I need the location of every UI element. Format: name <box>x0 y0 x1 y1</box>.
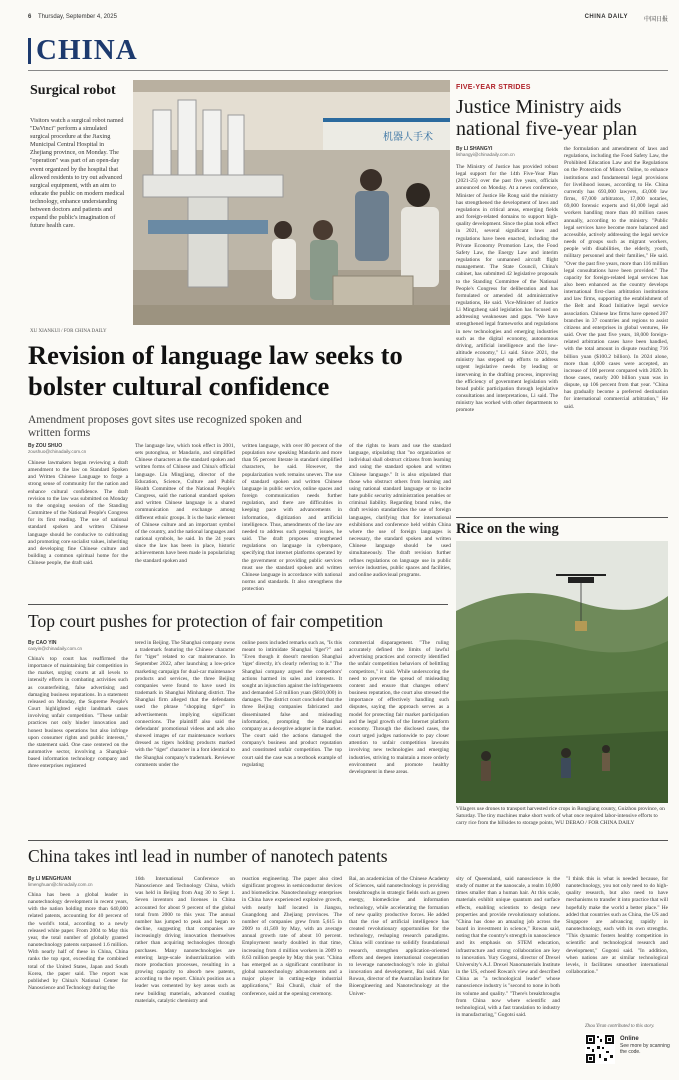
language-law-column-4: of the rights to learn and use the standard language, stipulating that "no organization or individual shall obstruct citizens from learning and using the standard spoken and written Chinese language." It is also stipulated that those who obstruct others from learning and using national standard language or to incite hate public security administration penalties or criminal liability. Regarding brand rules, the draft revision standardizes the use of foreign languages, clarifying that for international exhibitions and conference held within China where the use of foreign languages is necessary, the standard spoken and written Chinese language should be used simultaneously. The draft revision further refines regulations on language use in public service industries, public spaces and facilities, and online audiovisual programs. <box>349 443 451 578</box>
nanotech-contributor-credit: Zhou Yiran contributed to this story. <box>585 1024 655 1029</box>
justice-column-1: The Ministry of Justice has provided robust legal support for the 14th Five-Year Plan (2021-25) over the past five years, officials announced on Monday. At a news conference, Minister of Justice He Rong said the ministry has strengthened the development of laws and regulations in critical areas, emerging fields and foreign-related domains to support high-quality development. Since the plan took effect in 2021, several significant laws and regulations have been enacted, including the Private Economy Promotion Law, the Food Safety Law, the Energy Law and interim regulations for unmanned aircraft flight management. The State Council, China's cabinet, has submitted 42 legislative proposals to the Standing Committee of the National People's Congress for deliberation and has formulated or amended 44 administrative regulations, He said. Vice-Minister of Justice Li Mingzheng said legislation has focused on addressing weaknesses and gaps. "We have strengthened legal frameworks and regulations in new technologies and emerging industries such as the digital economy, autonomous driving, artificial intelligence and the low-altitude economy," Li said. Since 2021, the ministry has stepped up efforts to address urgent legislative needs by leading or intervening in the drafting process, improving the efficiency of government legislation with broad public participation through legislative consultations and interpretations, Li said. The ministry has worked with other departments to promote <box>456 164 558 414</box>
rice-caption: Villagers use drones to transport harvested rice crops in Rongjiang county, Guizhou province, on Saturday. The tiny machines make short work of what once required labor-intensive efforts to carry rice from the hillsides to storage points, WU DEBAO / FOR CHINA DAILY <box>456 806 665 826</box>
nanotech-column-4: Bai, an academician of the Chinese Academy of Sciences, said nanotechnology is providing breakthroughs in strategic fields such as green energy, biomedicine and information technology, while accelerating the formation of new quality productive forces. He added that the rise of artificial intelligence has created revolutionary opportunities for the technology, reshaping research paradigms. China will continue to solidify foundational research, strengthen application-oriented efforts and deepen international cooperation to leverage nanotechnology's role in global innovation and development, Bai said. Alan Rowan, director of the Australian Institute for Bioengineering and Nanotechnology at the Univer- <box>349 876 449 997</box>
language-law-email: zoushuo@chinadaily.com.cn <box>28 449 87 454</box>
top-court-column-3: online posts included remarks such as, "Is this meant to intimidate Shanghai 'tiger'?" and "Even though it doesn't mention Shanghai 'tiger' directly, it's clearly referring to it." The Shanghai company argued the competitors' actions harmed its sales and interests. It sought an injunction against the infringements and demanded 5.8 million yuan ($810,000) in damages. The district court concluded that the three Beijing companies fabricated and disseminated false and misleading information, prompting the Shanghai company as a deceptive adopter in the market. The court said the actions damaged the company's business and product reputation and constituted unfair competition. The top court said the case was a textbook example of regulating <box>242 640 342 768</box>
rice-drone-photo <box>456 541 668 803</box>
nanotech-byline-block <box>28 876 128 887</box>
surgical-robot-credit: XU XIANKUI / FOR CHINA DAILY <box>30 329 107 334</box>
top-court-headline: Top court pushes for protection of fair competition <box>28 611 383 631</box>
nanotech-column-5: sity of Queensland, said nanoscience is the study of matter at the nanoscale, a realm 10,000 times smaller than a human hair. At this scale, materials exhibit unique quantum and surface effects, enabling scientists to design new properties and provide revolutionary solutions. "China has done an amazing job across the board in investment in science," Rowan said, noting that the country's strength in nanoscience and its emphasis on STEM education, infrastructure and strong collaboration are key to innovation. Yury Gogotsi, director of Drexel University's A.J. Drexel Nanomaterials Institute in the US, echoed Rowan's view and described China as "a technological leader" whose nanoscience industry is "second to none in both its volume and quality." "There's breakthroughs from China now where scientific and technological, with a fast translation to industry in manufacturing," Gogotsi said. <box>456 876 560 1018</box>
language-law-byline-block <box>28 443 128 454</box>
nanotech-email: limenghuan@chinadaily.com.cn <box>28 882 93 887</box>
section-accent-bar <box>28 38 31 64</box>
top-court-column-2: tered in Beijing. The Shanghai company owns a trademark featuring the Chinese character for "tiger" related to car maintenance. In September 2022, after launching a low-price marketing campaign for dual-car maintenance products and services, the three Beijing companies were found to have used its trademark in Shanghai Minhang district. The Shanghai firm alleged that the defendants used the phrase "shopping tiger" in advertisements implying significant connections. The plaintiff also said the defendants' promotional videos and ads also showed images of car maintenance workers dressed as tigers holding products marked with the "tiger" character in a font identical to the Shanghai company's trademark. Reviewer comments under the <box>135 640 235 768</box>
brand-name: CHINA DAILY <box>584 14 628 20</box>
top-court-email: caoyin@chinadaily.com.cn <box>28 646 83 651</box>
running-header <box>28 14 668 26</box>
top-court-byline-block <box>28 640 128 651</box>
nanotech-column-2: 16th International Conference on Nanoscience and Technology China, which was held in Beijing from Aug 30 to Sept 1. Seven inventors and licenses in China accounted for about 9 percent of the global total from 2000 to this year. The annual number has jumped to peak and began to decline, suggesting that companies are increasingly driving innovation themselves rather than acquiring technologies through purchases. Many nanotechnologies are entering large-scale industrialization with more production processes, resulting in a growing capacity to absorb new patents, according to the report. China's position as a leader was cemented by key areas such as new building materials, advanced coating materials, catalytic chemistry and <box>135 876 235 1004</box>
top-court-divider <box>28 604 448 605</box>
qr-text: See more by scanning the code. <box>620 1042 670 1055</box>
language-law-headline: Revision of language law seeks to bolster cultural confidence <box>28 340 403 401</box>
nanotech-column-3: reaction engineering. The paper also cited significant progress in semiconductor devices and biomedicine. Nanotechnology enterprises in China have experienced explosive growth, with nearly half located in Jiangsu, Guangdong and Zhejiang provinces. The number of companies grew from 5,615 in 2009 to 41,569 by May, with an average annual growth rate of about 10 percent. Employment nearly doubled in that time, increasing from 4 million workers in 2009 to 8.63 million people by May this year. "China has emerged as a significant contributor in global nanotechnology advancements and a major player in cutting-edge industrial applications," Bai Chunli, chair of the conference, said at the opening ceremony. <box>242 876 342 997</box>
brand-name-cn: 中国日报 <box>643 17 668 23</box>
surgical-robot-photo <box>133 80 450 325</box>
surgical-robot-caption: Visitors watch a surgical robot named "DaVinci" perform a simulated surgical procedure at the Jiaxing Municipal Central Hospital in Zhejiang province, on Monday. The "operation" was part of an open-day event organized by the hospital that allowed residents to try out advanced surgical equipment, with an aim to educate the public on modern medical technology, enhance understanding between doctors and patients and expand the public's imagination of future health care. <box>30 117 125 230</box>
nanotech-column-6: "I think this is what is needed because, for nanotechnology, you not only need to do high-quality research, but also need to have mechanisms to transfer it into practice that will hopefully make the world a better place." He added that countries such as China, the US and Singapore are advancing rapidly in nanotechnology, each with its own strengths. "This dynamic fosters healthy competition in scientific and technological research and development," Gogotsi said. "In addition, when nations are at similar technological levels, it facilitates smoother international collaboration." <box>566 876 668 976</box>
nanotech-headline: China takes intl lead in number of nanotech patents <box>28 846 388 866</box>
top-court-byline: By CAO YIN <box>28 640 57 646</box>
page-number: 6 <box>28 14 32 20</box>
justice-kicker: FIVE-YEAR STRIDES <box>456 84 531 91</box>
qr-code-icon[interactable] <box>585 1034 615 1064</box>
justice-headline: Justice Ministry aids national five-year plan <box>456 96 638 140</box>
top-court-column-1: China's top court has reaffirmed the importance of maintaining fair competition in the market, urging courts at all levels to intensify efforts in combating activities such as counterfeiting, false advertising and damaging business reputations. In a statement released on Monday, the Supreme People's Court highlighted eight landmark cases involving unfair competition. "These unfair practices not only hinder innovation and honest business operations but also infringe upon consumer rights and public interests," the statement said. One case centered on the automotive sector, involving a Shanghai-based information technology company and three enterprises registered <box>28 656 128 770</box>
rice-divider <box>456 517 668 518</box>
nanotech-divider <box>28 840 668 841</box>
surgical-robot-title: Surgical robot <box>30 83 116 98</box>
language-law-byline: By ZOU SHUO <box>28 443 63 449</box>
rice-headline: Rice on the wing <box>456 521 559 537</box>
language-law-deck: Amendment proposes govt sites use recognized spoken and written forms <box>28 414 302 439</box>
language-law-column-3: written language, with over 80 percent of the population now speaking Mandarin and more than 95 percent literate in standard simplified characters, he said. However, the popularization work remains uneven. The use of standard spoken and written Chinese language in public service, online spaces and foreign communication needs further regulation, and there are difficulties in keeping pace with advancements in information, digitization and artificial intelligence. Thus, amendments of the law are needed to address such pressing issues, he said. The draft proposes strengthened regulations on language in cyberspace, specifying that internet platforms operated by the government or providing public services must use the standard spoken and written Chinese language in accordance with national norms and standards. It also strengthens the protection <box>242 443 342 593</box>
justice-byline: By LI SHANGYI <box>456 146 493 152</box>
nanotech-byline: By LI MENGHUAN <box>28 876 72 882</box>
photo-wall-sign: 机器人手术 <box>383 132 433 143</box>
section-header <box>28 34 668 68</box>
qr-caption <box>620 1036 670 1056</box>
issue-date: Thursday, September 4, 2025 <box>38 14 117 20</box>
justice-email: lishangyi@chinadaily.com.cn <box>456 152 515 157</box>
nanotech-column-1: China has been a global leader in nanotechnology development in recent years, with the nation holding more than 640,000 related patents, accounting for 40 percent of the world's total, according to a newly released white paper. From 2004 to May this year, the total number of globally granted nanotechnology patents surpassed 1.6 million. With nearly half of these in China, China ranks the top spot, exceeding the combined total of the United States, Japan and South Korea, the paper said. The report was published by China's National Center for Nanoscience and Technology during the <box>28 892 128 992</box>
language-law-column-1: Chinese lawmakers began reviewing a draft amendment to the law on Standard Spoken and Written Chinese Language to forge a strong sense of community for the nation and enhance cultural confidence. The draft revision to the law was submitted on Monday to the ongoing session of the Standing Committee of the National People's Congress for its first reading. The use of national standard spoken and written Chinese language should be conducive to cultivating and promoting core socialist values, inheriting and developing fine Chinese culture and building a common spiritual home for the Chinese people, the draft said. <box>28 460 128 567</box>
justice-byline-block <box>456 146 558 157</box>
section-divider <box>28 70 668 71</box>
language-law-column-2: The language law, which took effect in 2001, sets putonghua, or Mandarin, and simplified Chinese characters as the standard spoken and written forms of Chinese and China's official language. Liu Mingjiang, director of the Education, Science, Culture and Public Health Committee of the National People's Congress, said the national standard spoken and written Chinese language is a shared communication and exchange among different ethnic groups. It is the basic element of Chinese culture and an important symbol of the country, and the national languages and national symbols, he said. In the 24 years since the law has been in place, historic achievements have been made in popularizing the standard spoken and <box>135 443 235 564</box>
top-court-column-4: commercial disparagement. "The ruling accurately defined the limits of lawful advertising practices and correctly identified the unfair competition behaviors of belittling competitors," it said. While underscoring the need to prevent the spread of misleading content and ensure that changes others' business reputation, the court also stressed the importance of effectively handling such disputes, saying the approach serves as a model for protecting fair market participation and the legal growth of the Internet platform economy. Through the disclosed cases, the court urged judges nationwide to pay closer attention to unfair competition lawsuits involving new technologies and emerging industries, striving to maintain a more orderly environment and promote healthy development in these areas. <box>349 640 449 775</box>
section-title: CHINA <box>36 34 138 66</box>
justice-column-2: the formulation and amendment of laws and regulations, including the Food Safety Law, the Prohibited Education Law and the Regulations on the Protection of Minors Online, to enhance institutions and fundamental legal provisions for livelihood issues, according to He. China currently has 693,000 lawyers, 43,000 law firms, 67,000 arbitrators, 17,000 notaries, 69,000 forensic experts and 61,000 legal aid workers handling more than 40 million cases annually, according to the ministry. "Public legal services have become more balanced and accessible, actively addressing the legal service needs of groups such as migrant workers, people with disabilities, the elderly, youth, military personnel and their families," He said. "Over the past five years, more than 116 million legal consultations have been provided." The capacity for foreign-related legal services has also been enhanced as the country develops international first-class arbitration institutions and law firms, supporting the establishment of the Belt and Road Initiative legal service association. Chinese law firms have opened 207 branches in 37 countries and regions to assist citizens and enterprises in global ventures, He said. Over the past five years, 18,000 foreign-related arbitration cases have been handled, with the total amount in dispute reaching 716 billion yuan ($100.2 billion). In 2024 alone, more than 4,000 cases were accepted, an increase of 100 percent compared with 2020. In those cases, nearly 200 billion yuan was in dispute, up 106 percent from that year. "China has gradually become a preferred destination for international commercial arbitration," He said. <box>564 146 668 410</box>
qr-title: Online <box>620 1036 639 1042</box>
